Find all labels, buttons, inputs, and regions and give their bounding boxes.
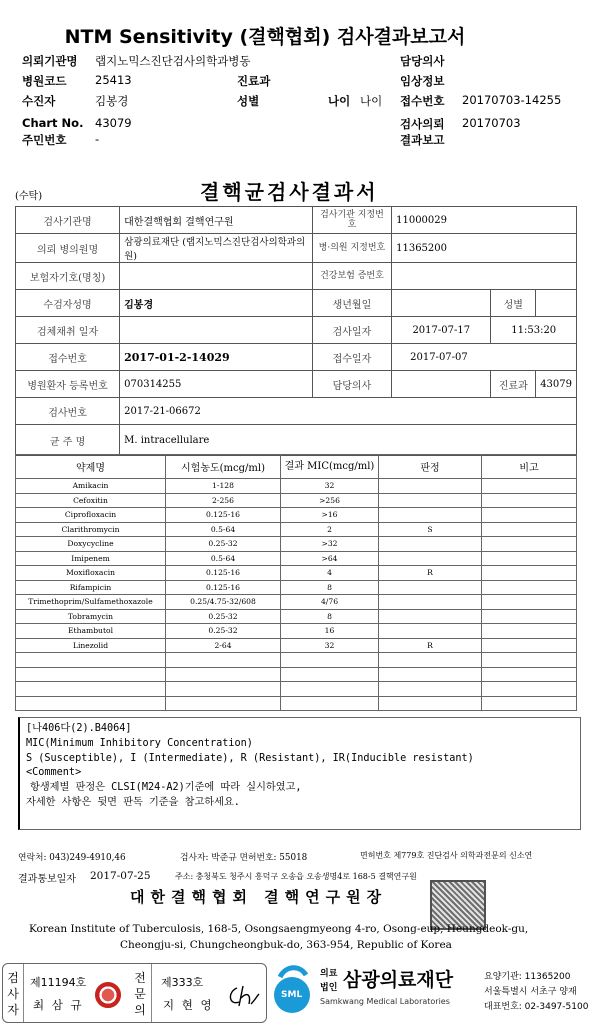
notice-date: 2017-07-25 [90, 870, 151, 882]
comment-code: [나406다(2).B4064] [26, 723, 132, 734]
table-row [16, 696, 577, 711]
sex-value [536, 290, 577, 317]
insurance-label: 건강보험 증번호 [312, 263, 391, 290]
drug-mic-cell: 8 [281, 580, 379, 595]
dob-value [392, 290, 491, 317]
susceptibility-table [15, 454, 577, 711]
insurer-value [120, 263, 313, 290]
drug-interp-cell: R [379, 566, 482, 581]
drug-interp-cell [379, 580, 482, 595]
drug-note-cell [482, 566, 577, 581]
drug-mic-cell: 32 [281, 638, 379, 653]
test-time-value: 11:53:20 [491, 317, 577, 344]
signature-box [2, 963, 267, 1023]
table-row [16, 638, 577, 653]
patient-info-table [15, 206, 577, 456]
lab-address: 서울특별시 서초구 양재 [484, 987, 577, 997]
drug-name-cell [16, 667, 166, 682]
corp-small-1: 의료 [320, 969, 338, 979]
drug-interp-cell [379, 696, 482, 711]
drug-mic-cell [281, 682, 379, 697]
specialist-title: 전문의 [134, 971, 146, 1017]
patient-value: 김봉경 [120, 290, 313, 317]
drug-interp-cell [379, 609, 482, 624]
hospital-code-label: 병·의원 지정번호 [312, 234, 391, 263]
comment-text-2: 자세한 사항은 뒷면 판독 기준을 참고하세요. [26, 796, 240, 808]
comment-legend: S (Susceptible), I (Intermediate), R (Resistant), IR(Inducible resistant) [26, 752, 474, 764]
header-label: 주민번호 [22, 133, 67, 147]
collect-label: 검체채취 일자 [16, 317, 120, 344]
examiner-title: 검사자 [7, 971, 19, 1017]
mic-header: 결과 MIC(mcg/ml) [281, 455, 379, 479]
note-header: 비고 [482, 455, 577, 479]
drug-range-cell: 2-64 [166, 638, 281, 653]
drug-note-cell [482, 624, 577, 639]
footer-address-kr: 주소: 충청북도 청주시 흥덕구 오송읍 오송생명4로 168-5 결핵연구원 [175, 872, 417, 881]
dob-label: 생년월일 [312, 290, 391, 317]
reg-label: 병원환자 등록번호 [16, 371, 120, 398]
org-value: 대한결핵협회 결핵연구원 [120, 207, 313, 234]
test-date-value: 2017-07-17 [392, 317, 491, 344]
drug-interp-cell [379, 537, 482, 552]
header-label: 성별 [237, 94, 260, 108]
certificate-title: 결핵균검사결과서 [200, 180, 379, 204]
drug-name-cell [16, 653, 166, 668]
org-code-label: 검사기관 지정번호 [312, 207, 391, 234]
footer-address-en-1: Korean Institute of Tuberculosis, 168-5, Osongsaengmyeong 4-ro, Osong-eup, Heungdeok-gu, [29, 923, 529, 935]
drug-header: 약제명 [16, 455, 166, 479]
notice-label: 결과통보일자 [18, 874, 76, 885]
patient-label: 수검자성명 [16, 290, 120, 317]
accession-label: 접수번호 [16, 344, 120, 371]
dept-label: 진료과 [491, 371, 536, 398]
header-value: 43079 [95, 116, 132, 130]
table-row [16, 493, 577, 508]
header-label: 병원코드 [22, 74, 67, 88]
lab-phone: 대표번호: 02-3497-5100 [484, 1002, 589, 1012]
header-label: 의뢰기관명 [22, 54, 78, 68]
collect-value [120, 317, 313, 344]
insurance-value [392, 263, 577, 290]
drug-mic-cell: 16 [281, 624, 379, 639]
insurer-label: 보험자기호(명칭) [16, 263, 120, 290]
drug-name-cell: Tobramycin [16, 609, 166, 624]
drug-mic-cell: >64 [281, 551, 379, 566]
footer-examiner: 검사자: 박준규 면허번호: 55018 [180, 853, 308, 863]
org-code-value: 11000029 [392, 207, 577, 234]
table-row [16, 653, 577, 668]
lab-branding [270, 963, 595, 1023]
comment-heading: <Comment> [26, 767, 82, 779]
footer-address-en-2: Cheongju-si, Chungcheongbuk-do, 363-954, Republic of Korea [120, 939, 452, 951]
specialist-number: 제333호 [161, 976, 204, 989]
header-value: 20170703-14255 [462, 93, 562, 107]
drug-interp-cell [379, 682, 482, 697]
comment-text-1: 항생제별 판정은 CLSI(M24-A2)기준에 따라 실시하였고, [30, 782, 302, 794]
drug-mic-cell: 32 [281, 479, 379, 494]
drug-interp-cell: R [379, 638, 482, 653]
drug-range-cell: 0.25-32 [166, 624, 281, 639]
header-value: 25413 [95, 73, 132, 87]
drug-range-cell: 0.5-64 [166, 522, 281, 537]
drug-mic-cell [281, 667, 379, 682]
org-label: 검사기관명 [16, 207, 120, 234]
sml-logo-text: SML [281, 990, 303, 1000]
drug-note-cell [482, 508, 577, 523]
hospital-value: 삼광의료재단 (랩지노믹스진단검사의학과의원) [120, 234, 313, 263]
drug-range-cell: 0.125-16 [166, 508, 281, 523]
drug-note-cell [482, 682, 577, 697]
drug-note-cell [482, 696, 577, 711]
drug-interp-cell: S [379, 522, 482, 537]
comment-box [18, 717, 581, 830]
drug-note-cell [482, 522, 577, 537]
table-row [16, 522, 577, 537]
drug-mic-cell: >32 [281, 537, 379, 552]
drug-range-cell [166, 682, 281, 697]
drug-name-cell [16, 696, 166, 711]
header-value: 나이 [360, 94, 383, 108]
header-label: 임상정보 [400, 74, 445, 88]
drug-name-cell: Linezolid [16, 638, 166, 653]
drug-range-cell: 0.25-32 [166, 609, 281, 624]
drug-note-cell [482, 580, 577, 595]
header-value: 랩지노믹스진단검사의학과병동 [95, 54, 251, 68]
drug-range-cell: 1-128 [166, 479, 281, 494]
institution-code: 요양기관: 11365200 [484, 972, 571, 982]
drug-name-cell: Doxycycline [16, 537, 166, 552]
drug-name-cell: Clarithromycin [16, 522, 166, 537]
drug-note-cell [482, 638, 577, 653]
sex-label: 성별 [491, 290, 536, 317]
header-value: 20170703 [462, 116, 521, 130]
accession-value: 2017-01-2-14029 [120, 344, 313, 371]
table-row [16, 624, 577, 639]
doctor-label: 담당의사 [312, 371, 391, 398]
drug-name-cell: Amikacin [16, 479, 166, 494]
hospital-label: 의뢰 병의원명 [16, 234, 120, 263]
scanned-certificate [5, 170, 595, 960]
drug-range-cell [166, 696, 281, 711]
drug-range-cell [166, 667, 281, 682]
header-label: 나이 [328, 94, 351, 108]
header-label: 수진자 [22, 94, 56, 108]
header-label: 결과보고 [400, 133, 445, 147]
certificate-tag: (수탁) [15, 191, 43, 202]
corp-name-en: Samkwang Medical Laboratories [320, 997, 450, 1006]
drug-name-cell [16, 682, 166, 697]
specialist-signature-icon [225, 982, 263, 1010]
header-value: 김봉경 [95, 94, 129, 108]
table-row [16, 595, 577, 610]
footer-contact: 연락처: 043)249-4910,46 [18, 853, 126, 863]
drug-mic-cell [281, 696, 379, 711]
drug-interp-cell [379, 508, 482, 523]
drug-range-cell: 0.25-32 [166, 537, 281, 552]
header-value: - [95, 132, 100, 146]
header-label: 진료과 [237, 74, 271, 88]
drug-note-cell [482, 609, 577, 624]
receipt-label: 접수일자 [312, 344, 391, 371]
table-row [16, 667, 577, 682]
table-row [16, 479, 577, 494]
drug-range-cell: 0.25/4.75-32/608 [166, 595, 281, 610]
hospital-code-value: 11365200 [392, 234, 577, 263]
drug-name-cell: Cefoxitin [16, 493, 166, 508]
drug-interp-cell [379, 653, 482, 668]
examiner-seal-icon [95, 982, 121, 1008]
drug-note-cell [482, 667, 577, 682]
drug-range-cell: 2-256 [166, 493, 281, 508]
drug-note-cell [482, 537, 577, 552]
doctor-value [392, 371, 491, 398]
drug-interp-cell [379, 667, 482, 682]
drug-range-cell: 0.125-16 [166, 580, 281, 595]
table-row [16, 609, 577, 624]
drug-mic-cell: 4/76 [281, 595, 379, 610]
drug-note-cell [482, 493, 577, 508]
receipt-value: 2017-07-07 [392, 344, 577, 371]
drug-name-cell: Ethambutol [16, 624, 166, 639]
corp-small-2: 법인 [320, 983, 338, 993]
divider [23, 964, 24, 1022]
header-label: 담당의사 [400, 54, 445, 68]
header-label: 검사의뢰 [400, 117, 445, 131]
drug-range-cell: 0.5-64 [166, 551, 281, 566]
examiner-name: 최 삼 규 [33, 998, 84, 1012]
examiner-number: 제11194호 [30, 976, 87, 989]
drug-mic-cell: 2 [281, 522, 379, 537]
footer-license: 면허번호 제779호 진단검사 의학과전문의 신소연 [360, 851, 533, 860]
drug-mic-cell: >256 [281, 493, 379, 508]
drug-interp-cell [379, 624, 482, 639]
drug-note-cell [482, 653, 577, 668]
drug-name-cell: Ciprofloxacin [16, 508, 166, 523]
test-number-label: 검사번호 [16, 398, 120, 425]
divider [151, 964, 152, 1022]
table-row [16, 551, 577, 566]
drug-interp-cell [379, 595, 482, 610]
drug-note-cell [482, 479, 577, 494]
drug-note-cell [482, 595, 577, 610]
table-row [16, 537, 577, 552]
org-signature-name: 대한결핵협회 결핵연구원장 [130, 888, 388, 906]
header-label: 접수번호 [400, 94, 445, 108]
drug-range-cell [166, 653, 281, 668]
drug-name-cell: Imipenem [16, 551, 166, 566]
drug-name-cell: Rifampicin [16, 580, 166, 595]
drug-mic-cell: >16 [281, 508, 379, 523]
drug-mic-cell: 4 [281, 566, 379, 581]
header-label: Chart No. [22, 116, 84, 130]
drug-mic-cell: 8 [281, 609, 379, 624]
comment-mic: MIC(Minimum Inhibitory Concentration) [26, 737, 253, 749]
interp-header: 판정 [379, 455, 482, 479]
dept-value: 43079 [536, 371, 577, 398]
table-row [16, 682, 577, 697]
test-date-label: 검사일자 [312, 317, 391, 344]
table-row [16, 580, 577, 595]
drug-interp-cell [379, 493, 482, 508]
test-number-value: 2017-21-06672 [120, 398, 577, 425]
organism-label: 균 주 명 [16, 425, 120, 456]
report-title: NTM Sensitivity (결핵협회) 검사결과보고서 [64, 26, 466, 48]
drug-name-cell: Trimethoprim/Sulfamethoxazole [16, 595, 166, 610]
range-header: 시험농도(mcg/ml) [166, 455, 281, 479]
drug-name-cell: Moxifloxacin [16, 566, 166, 581]
table-row [16, 566, 577, 581]
specialist-name: 지 현 영 [163, 998, 214, 1012]
drug-note-cell [482, 551, 577, 566]
drug-mic-cell [281, 653, 379, 668]
drug-interp-cell [379, 479, 482, 494]
table-row [16, 508, 577, 523]
reg-value: 070314255 [120, 371, 313, 398]
corp-name: 삼광의료재단 [343, 969, 454, 991]
drug-range-cell: 0.125-16 [166, 566, 281, 581]
drug-interp-cell [379, 551, 482, 566]
organism-value: M. intracellulare [120, 425, 577, 456]
